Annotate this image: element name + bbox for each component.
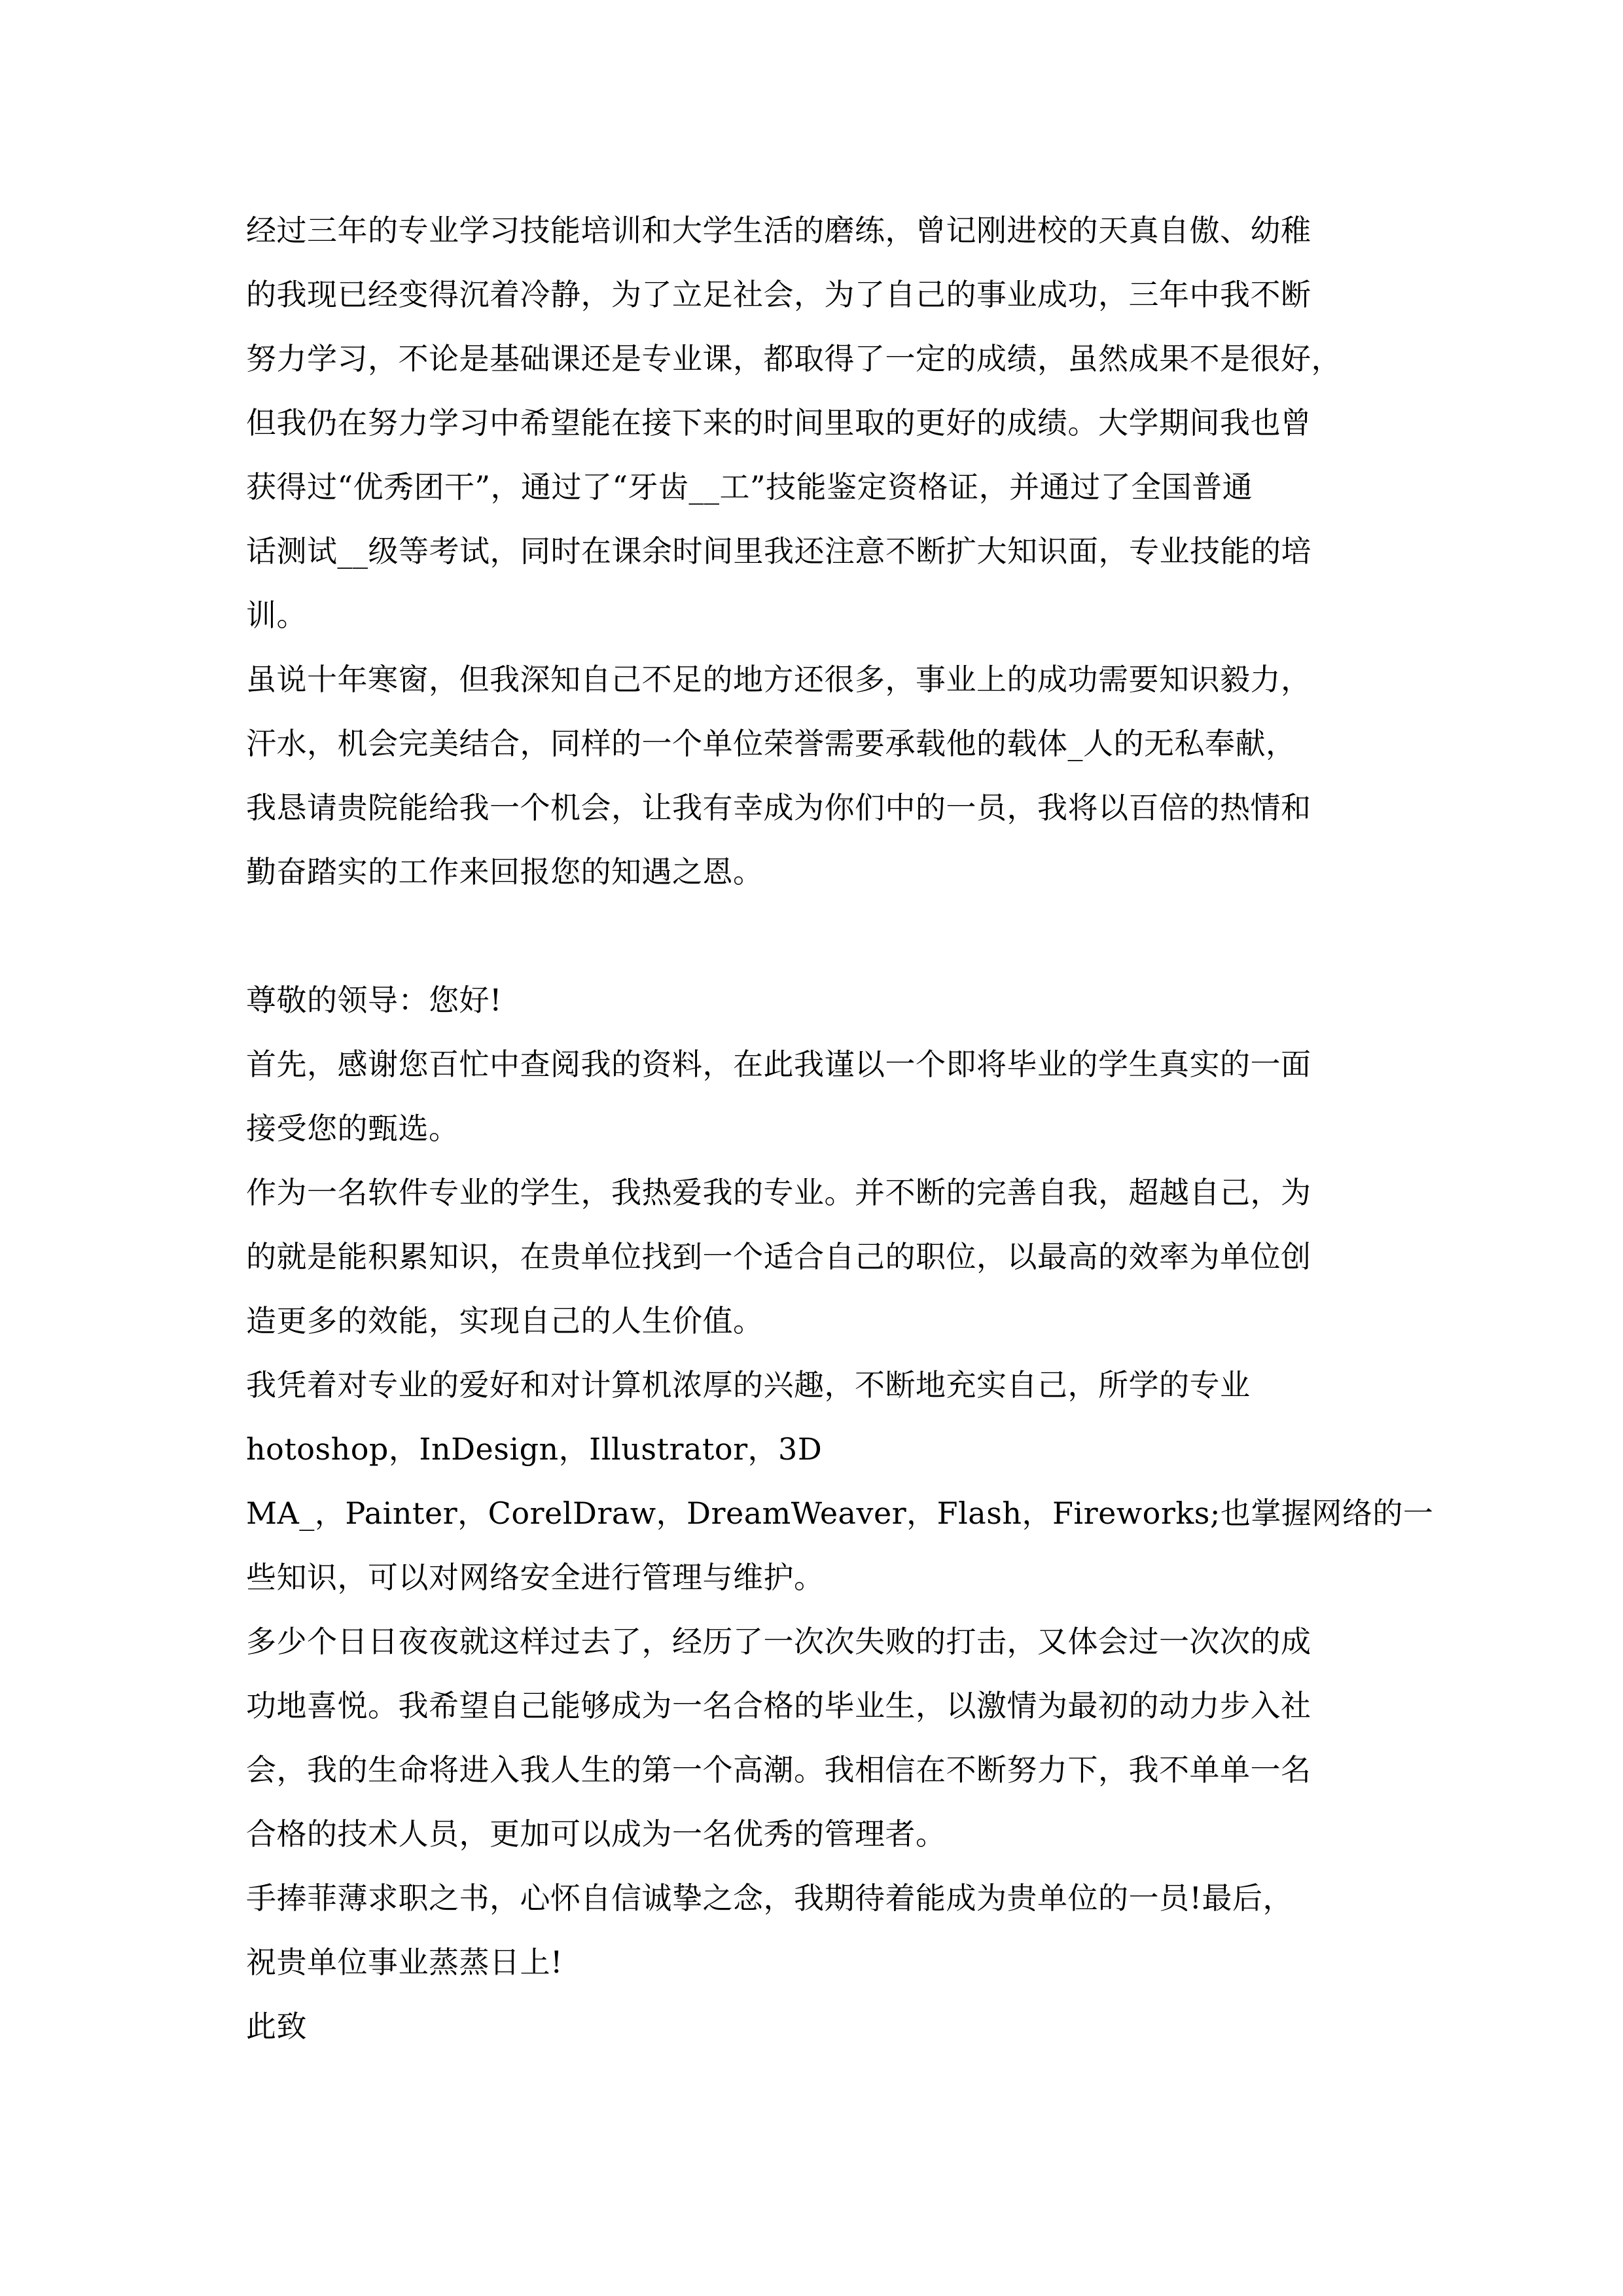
paragraph-line: 但我仍在努力学习中希望能在接下来的时间里取的更好的成绩。大学期间我也曾 — [246, 405, 1311, 440]
paragraph-line: 经过三年的专业学习技能培训和大学生活的磨练，曾记刚进校的天真自傲、幼稚 — [246, 213, 1311, 248]
paragraph-line: 手捧菲薄求职之书，心怀自信诚挚之念，我期待着能成为贵单位的一员!最后， — [246, 1880, 1293, 1916]
paragraph-line: 合格的技术人员，更加可以成为一名优秀的管理者。 — [246, 1816, 946, 1852]
paragraph-line: 获得过“优秀团干”，通过了“牙齿__工”技能鉴定资格证，并通过了全国普通 — [246, 469, 1253, 505]
paragraph-line: 首先，感谢您百忙中查阅我的资料，在此我谨以一个即将毕业的学生真实的一面 — [246, 1047, 1311, 1082]
paragraph-line: 会，我的生命将进入我人生的第一个高潮。我相信在不断努力下，我不单单一名 — [246, 1752, 1311, 1787]
closing-line: 此致 — [246, 2009, 307, 2044]
paragraph-line: 我凭着对专业的爱好和对计算机浓厚的兴趣，不断地充实自己，所学的专业 — [246, 1367, 1251, 1403]
paragraph-line: 祝贵单位事业蒸蒸日上! — [246, 1945, 563, 1980]
paragraph-line: 多少个日日夜夜就这样过去了，经历了一次次失败的打击，又体会过一次次的成 — [246, 1624, 1311, 1659]
paragraph-line: 些知识，可以对网络安全进行管理与维护。 — [246, 1560, 825, 1595]
paragraph-line: 努力学习，不论是基础课还是专业课，都取得了一定的成绩，虽然成果不是很好， — [246, 341, 1342, 376]
paragraph-line: hotoshop，InDesign，Illustrator，3D — [246, 1431, 823, 1467]
paragraph-line: 功地喜悦。我希望自己能够成为一名合格的毕业生，以激情为最初的动力步入社 — [246, 1688, 1311, 1723]
paragraph-line: 接受您的甄选。 — [246, 1111, 459, 1146]
paragraph-line: 我恳请贵院能给我一个机会，让我有幸成为你们中的一员，我将以百倍的热情和 — [246, 790, 1311, 825]
paragraph-line: 话测试__级等考试，同时在课余时间里我还注意不断扩大知识面，专业技能的培 — [246, 533, 1311, 569]
paragraph-line: 的我现已经变得沉着冷静，为了立足社会，为了自己的事业成功，三年中我不断 — [246, 277, 1311, 312]
paragraph-line: 训。 — [246, 598, 307, 633]
paragraph-line: 虽说十年寒窗，但我深知自己不足的地方还很多，事业上的成功需要知识毅力， — [246, 662, 1311, 697]
paragraph-line: 的就是能积累知识，在贵单位找到一个适合自己的职位，以最高的效率为单位创 — [246, 1239, 1311, 1274]
paragraph-line: 汗水，机会完美结合，同样的一个单位荣誉需要承载他的载体_人的无私奉献， — [246, 726, 1296, 761]
letter-body — [246, 198, 1434, 2058]
paragraph-line: MA_，Painter，CorelDraw，DreamWeaver，Flash，Fireworks;也掌握网络的一 — [246, 1496, 1434, 1531]
blank-line — [246, 904, 1418, 968]
paragraph-line: 作为一名软件专业的学生，我热爱我的专业。并不断的完善自我，超越自己，为 — [246, 1175, 1311, 1210]
paragraph-line: 勤奋踏实的工作来回报您的知遇之恩。 — [246, 854, 764, 889]
salutation: 尊敬的领导：您好! — [246, 982, 502, 1018]
paragraph-line: 造更多的效能，实现自己的人生价值。 — [246, 1303, 764, 1338]
